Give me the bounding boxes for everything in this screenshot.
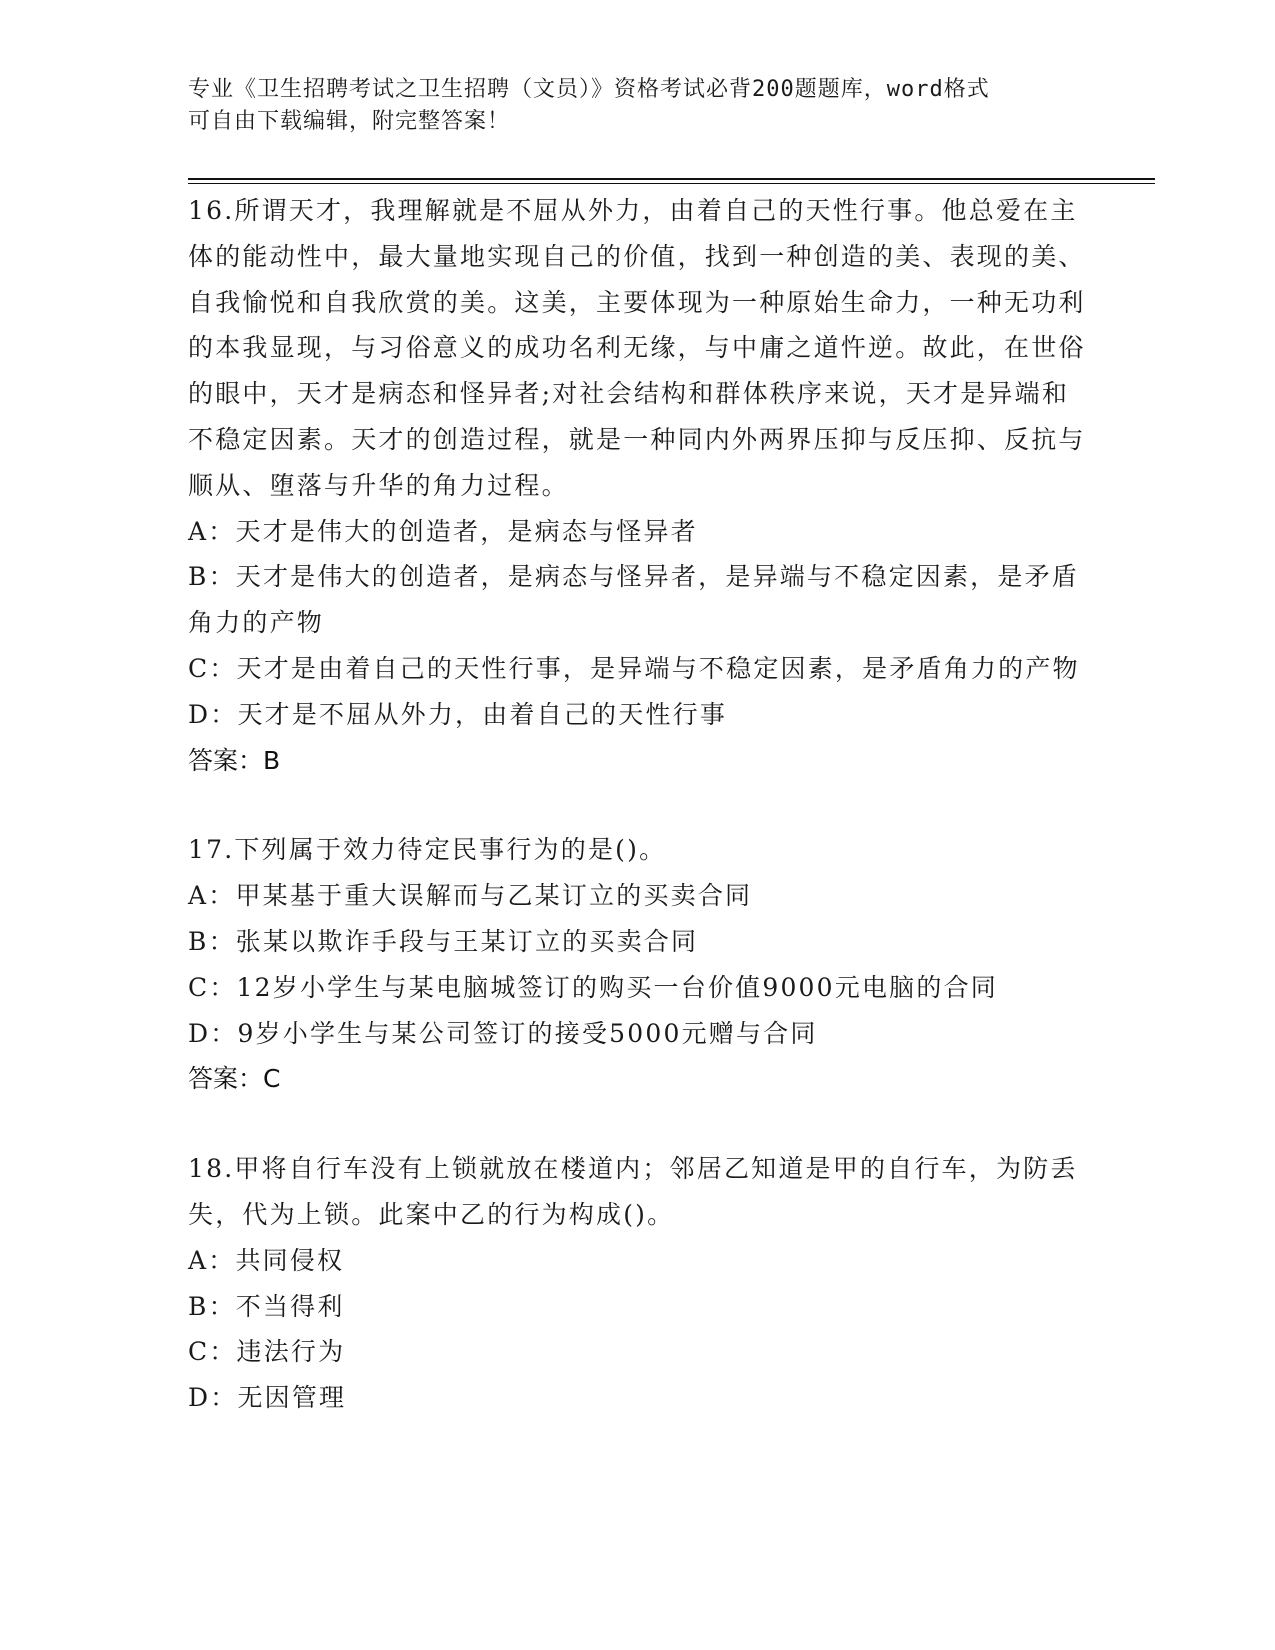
option-a: A：甲某基于重大误解而与乙某订立的买卖合同 [188, 881, 753, 911]
option-d: D：无因管理 [188, 1383, 347, 1413]
option-c: C：12岁小学生与某电脑城签订的购买一台价值9000元电脑的合同 [188, 972, 998, 1002]
option-b: B：不当得利 [188, 1291, 345, 1321]
answer-label: 答案：C [188, 1064, 281, 1094]
question-spacer [188, 1102, 1088, 1146]
document-header [188, 74, 1088, 138]
option-b: B：天才是伟大的创造者，是病态与怪异者，是异端与不稳定因素，是矛盾角力的产物 [188, 562, 1079, 638]
answer-label: 答案：B [188, 745, 281, 775]
option-a: A：共同侵权 [188, 1245, 345, 1275]
question-stem: 16.所谓天才，我理解就是不屈从外力，由着自己的天性行事。他总爱在主体的能动性中，最大量地实现自己的价值，找到一种创造的美、表现的美、自我愉悦和自我欣赏的美。这美，主要体现为一种原始生命力，一种无功利的本我显现，与习俗意义的成功名利无缘，与中庸之道忤逆。故此，在世俗的眼中，天才是病态和怪异者;对社会结构和群体秩序来说，天才是异端和不稳定因素。天才的创造过程，就是一种同内外两界压抑与反压抑、反抗与顺从、堕落与升华的角力过程。 [188, 196, 1086, 500]
header-line-2: 可自由下载编辑，附完整答案！ [188, 109, 511, 134]
header-line-1: 专业《卫生招聘考试之卫生招聘（文员）》资格考试必背200题题库，word格式 [188, 77, 990, 102]
option-a: A：天才是伟大的创造者，是病态与怪异者 [188, 516, 698, 546]
option-d: D：9岁小学生与某公司签订的接受5000元赠与合同 [188, 1018, 818, 1048]
option-c: C：违法行为 [188, 1337, 346, 1367]
question-list [188, 188, 1088, 1421]
question-stem: 17.下列属于效力待定民事行为的是()。 [188, 835, 667, 865]
question-18 [188, 1146, 1088, 1421]
option-b: B：张某以欺诈手段与王某订立的买卖合同 [188, 926, 699, 956]
question-16 [188, 188, 1088, 783]
question-spacer [188, 783, 1088, 827]
header-divider-thin [188, 183, 1155, 184]
header-divider [188, 178, 1155, 180]
question-stem: 18.甲将自行车没有上锁就放在楼道内；邻居乙知道是甲的自行车，为防丢失，代为上锁。此案中乙的行为构成()。 [188, 1154, 1078, 1229]
option-c: C：天才是由着自己的天性行事，是异端与不稳定因素，是矛盾角力的产物 [188, 653, 1080, 683]
option-d: D：天才是不屈从外力，由着自己的天性行事 [188, 699, 728, 729]
question-17 [188, 827, 1088, 1102]
